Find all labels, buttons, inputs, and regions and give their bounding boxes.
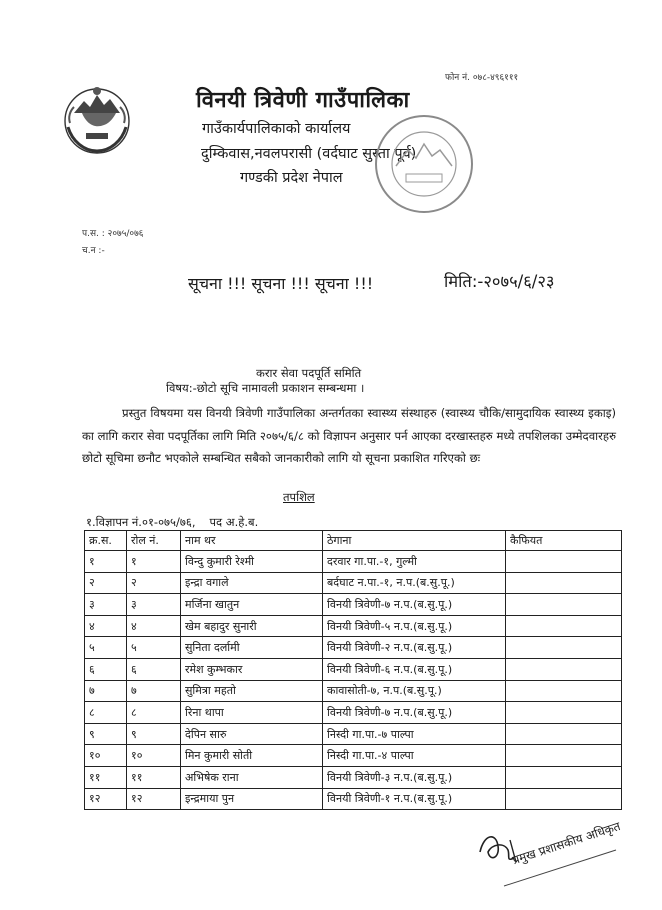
header-roll: रोल नं. <box>127 531 181 551</box>
table-body <box>85 551 622 810</box>
cell-serial: १ <box>85 551 127 573</box>
cell-serial: ११ <box>85 766 127 788</box>
cell-serial: ७ <box>85 680 127 702</box>
cell-serial: ४ <box>85 615 127 637</box>
cell-name: सुमित्रा महतो <box>181 680 323 702</box>
cell-name: इन्द्रमाया पुन <box>181 788 323 810</box>
advertisement-number: १.विज्ञापन नं.०१-०७५/७६, <box>86 515 196 529</box>
cell-remarks <box>506 637 622 659</box>
cell-serial: ९ <box>85 723 127 745</box>
cell-serial: २ <box>85 572 127 594</box>
cell-name: रमेश कुम्भकार <box>181 658 323 680</box>
cell-name: मिन कुमारी सोती <box>181 745 323 767</box>
municipality-title: विनयी त्रिवेणी गाउँपालिका <box>196 88 410 113</box>
cell-address: निस्दी गा.पा.-४ पाल्पा <box>323 745 506 767</box>
header-remarks: कैफियत <box>506 531 622 551</box>
cell-roll: ४ <box>127 615 181 637</box>
office-stamp-icon <box>370 110 478 218</box>
schedule-label: तपशिल <box>283 490 315 504</box>
cell-roll: २ <box>127 572 181 594</box>
table-row <box>85 551 622 573</box>
cell-name: खेम बहादुर सुनारी <box>181 615 323 637</box>
candidate-table <box>84 530 622 810</box>
cell-roll: १२ <box>127 788 181 810</box>
reference-number: प.स. : २०७५/०७६ <box>82 229 144 239</box>
advertisement-line <box>86 515 258 530</box>
table-row <box>85 658 622 680</box>
cell-address: विनयी त्रिवेणी-५ न.प.(ब.सु.पू.) <box>323 615 506 637</box>
table-row <box>85 702 622 724</box>
notice-subject: विषय:-छोटो सूचि नामावली प्रकाशन सम्बन्धमा । <box>166 381 365 395</box>
cell-remarks <box>506 680 622 702</box>
cell-remarks <box>506 594 622 616</box>
cell-roll: ८ <box>127 702 181 724</box>
cell-remarks <box>506 658 622 680</box>
cell-remarks <box>506 702 622 724</box>
cell-serial: ६ <box>85 658 127 680</box>
signatory-designation: प्रमुख प्रशासकीय अधिकृत <box>510 819 623 868</box>
table-row <box>85 766 622 788</box>
header-serial: क्र.स. <box>85 531 127 551</box>
cell-roll: ३ <box>127 594 181 616</box>
cell-remarks <box>506 615 622 637</box>
notice-date: मिति:-२०७५/६/२३ <box>444 272 555 291</box>
cell-roll: ७ <box>127 680 181 702</box>
cell-remarks <box>506 745 622 767</box>
committee-name: करार सेवा पदपूर्ति समिति <box>256 366 362 380</box>
phone-number: फोन नं. ०७८-४९६१११ <box>445 73 519 83</box>
cell-remarks <box>506 572 622 594</box>
cell-remarks <box>506 788 622 810</box>
cell-name: इन्द्रा वगाले <box>181 572 323 594</box>
cell-serial: ८ <box>85 702 127 724</box>
notice-body <box>82 402 616 470</box>
cell-name: देपिन सारु <box>181 723 323 745</box>
table-row <box>85 615 622 637</box>
dispatch-number: च.न :- <box>82 246 105 256</box>
post-name: पद अ.हे.ब. <box>209 515 259 529</box>
table-row <box>85 637 622 659</box>
cell-name: अभिषेक राना <box>181 766 323 788</box>
cell-name: विन्दु कुमारी रेश्मी <box>181 551 323 573</box>
cell-roll: ९ <box>127 723 181 745</box>
cell-roll: ११ <box>127 766 181 788</box>
table-row <box>85 723 622 745</box>
cell-name: सुनिता दर्लामी <box>181 637 323 659</box>
province-name: गण्डकी प्रदेश नेपाल <box>240 170 343 186</box>
cell-roll: ५ <box>127 637 181 659</box>
cell-serial: १२ <box>85 788 127 810</box>
cell-address: विनयी त्रिवेणी-६ न.प.(ब.सु.पू.) <box>323 658 506 680</box>
cell-address: निस्दी गा.पा.-७ पाल्पा <box>323 723 506 745</box>
header-address: ठेगाना <box>323 531 506 551</box>
table-row <box>85 745 622 767</box>
table-row <box>85 572 622 594</box>
table-row <box>85 680 622 702</box>
cell-address: विनयी त्रिवेणी-७ न.प.(ब.सु.पू.) <box>323 594 506 616</box>
table-row <box>85 594 622 616</box>
cell-remarks <box>506 766 622 788</box>
table-header-row <box>85 531 622 551</box>
cell-serial: १० <box>85 745 127 767</box>
cell-address: दरवार गा.पा.-१, गुल्मी <box>323 551 506 573</box>
cell-remarks <box>506 723 622 745</box>
cell-address: विनयी त्रिवेणी-२ न.प.(ब.सु.पू.) <box>323 637 506 659</box>
cell-address: विनयी त्रिवेणी-७ न.प.(ब.सु.पू.) <box>323 702 506 724</box>
cell-address: विनयी त्रिवेणी-३ न.प.(ब.सु.पू.) <box>323 766 506 788</box>
notice-body-text: प्रस्तुत विषयमा यस विनयी त्रिवेणी गाउँपालिका अन्तर्गतका स्वास्थ्य संस्थाहरु (स्वास्थ्य चौकि/सामुदायिक स्वास्थ्य इकाइ) का लागि करार सेवा पदपूर्तिका लागि मिति २०७५/६/८ को विज्ञापन अनुसार पर्न आएका दरखास्तहरु मध्ये तपशिलका उम्मेदवारहरु छोटो सूचिमा छनौट भएकोले सम्बन्धित सबैको जानकारीको लागि यो सूचना प्रकाशित गरिएको छः <box>82 406 616 466</box>
government-emblem-icon <box>60 83 134 157</box>
cell-serial: ५ <box>85 637 127 659</box>
cell-address: विनयी त्रिवेणी-१ न.प.(ब.सु.पू.) <box>323 788 506 810</box>
cell-address: कावासोती-७, न.प.(ब.सु.पू.) <box>323 680 506 702</box>
office-name: गाउँकार्यपालिकाको कार्यालय <box>202 121 351 137</box>
cell-remarks <box>506 551 622 573</box>
cell-address: बर्दघाट न.पा.-१, न.प.(ब.सु.पू.) <box>323 572 506 594</box>
cell-roll: ६ <box>127 658 181 680</box>
cell-roll: १० <box>127 745 181 767</box>
table-row <box>85 788 622 810</box>
cell-name: मर्जिना खातुन <box>181 594 323 616</box>
cell-name: रिना थापा <box>181 702 323 724</box>
notice-heading: सूचना !!! सूचना !!! सूचना !!! <box>188 274 374 293</box>
cell-roll: १ <box>127 551 181 573</box>
cell-serial: ३ <box>85 594 127 616</box>
header-name: नाम थर <box>181 531 323 551</box>
office-address: दुम्किवास,नवलपरासी (वर्दघाट सुस्ता पूर्व) <box>201 146 417 162</box>
